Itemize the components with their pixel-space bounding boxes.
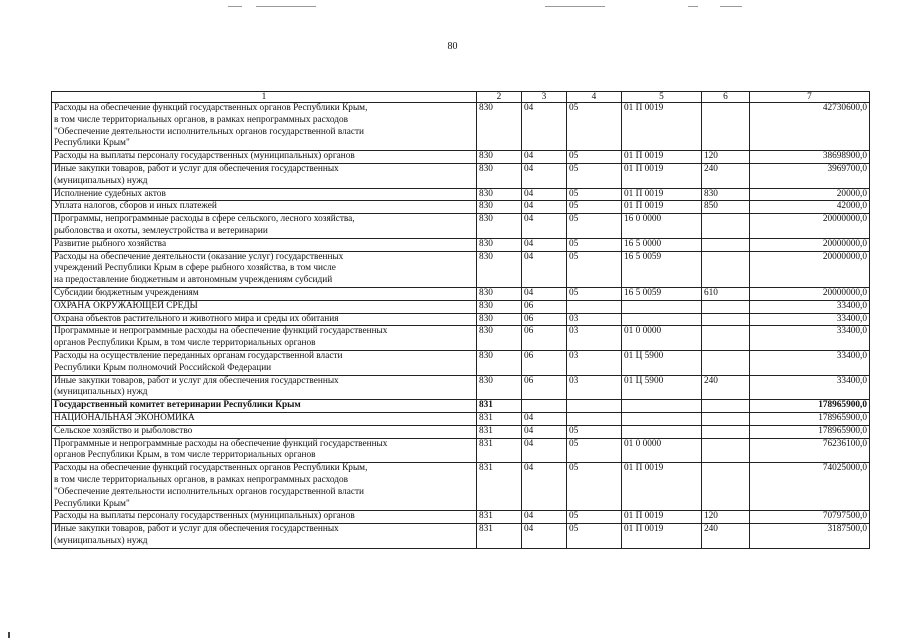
subsection-code (567, 300, 622, 313)
amount-value: 70797500,0 (750, 511, 870, 524)
target-article-code: 01 П 0019 (622, 524, 702, 549)
amount-value: 76236100,0 (750, 438, 870, 463)
table-row (52, 524, 870, 549)
section-code: 06 (522, 326, 567, 351)
row-description: Расходы на осуществление переданных органам государственной власти Республики Крым полномочий Российской Федерации (52, 350, 477, 375)
amount-value: 20000000,0 (750, 238, 870, 251)
expense-type-code (702, 463, 750, 511)
target-article-code: 01 Ц 5900 (622, 375, 702, 400)
subsection-code: 05 (567, 201, 622, 214)
expense-type-code (702, 300, 750, 313)
subsection-code: 05 (567, 163, 622, 188)
column-header: 1 (52, 92, 477, 103)
department-code: 830 (477, 300, 522, 313)
subsection-code: 05 (567, 463, 622, 511)
table-row (52, 201, 870, 214)
page-number: 80 (447, 41, 458, 52)
row-description: Расходы на обеспечение деятельности (оказание услуг) государственных учреждений Республики Крым в сфере рыбного хозяйства, в том числе на предоставление бюджетным и автономным учреждениям субсидий (52, 251, 477, 287)
department-code: 830 (477, 238, 522, 251)
subsection-code: 05 (567, 438, 622, 463)
department-code: 830 (477, 214, 522, 239)
subsection-code: 05 (567, 151, 622, 164)
department-code: 830 (477, 350, 522, 375)
subsection-code: 03 (567, 313, 622, 326)
target-article-code: 01 П 0019 (622, 151, 702, 164)
department-code: 831 (477, 524, 522, 549)
column-header: 6 (702, 92, 750, 103)
subsection-code: 05 (567, 251, 622, 287)
expense-type-code (702, 326, 750, 351)
amount-value: 20000000,0 (750, 214, 870, 239)
row-description: Расходы на обеспечение функций государственных органов Республики Крым, в том числе территориальных органов, в рамках непрограммных расходов "Обеспечение деятельности исполнительных органов государственной власти Республики Крым" (52, 103, 477, 151)
department-code: 830 (477, 287, 522, 300)
row-description: Иные закупки товаров, работ и услуг для обеспечения государственных (муниципальных) нужд (52, 163, 477, 188)
subsection-code: 05 (567, 188, 622, 201)
target-article-code: 01 П 0019 (622, 188, 702, 201)
subsection-code (567, 412, 622, 425)
department-code: 830 (477, 375, 522, 400)
table-row (52, 400, 870, 413)
amount-value: 20000,0 (750, 188, 870, 201)
department-code: 830 (477, 313, 522, 326)
table-row (52, 151, 870, 164)
section-code: 04 (522, 163, 567, 188)
table-row (52, 425, 870, 438)
subsection-code: 05 (567, 511, 622, 524)
row-description: Расходы на обеспечение функций государственных органов Республики Крым, в том числе территориальных органов, в рамках непрограммных расходов "Обеспечение деятельности исполнительных органов государственной власти Республики Крым" (52, 463, 477, 511)
table-row (52, 313, 870, 326)
target-article-code: 01 0 0000 (622, 438, 702, 463)
column-header: 5 (622, 92, 702, 103)
row-description: ОХРАНА ОКРУЖАЮЩЕЙ СРЕДЫ (52, 300, 477, 313)
section-code: 04 (522, 287, 567, 300)
department-code: 831 (477, 412, 522, 425)
row-description: Развитие рыбного хозяйства (52, 238, 477, 251)
expense-type-code (702, 400, 750, 413)
table-row (52, 511, 870, 524)
target-article-code (622, 400, 702, 413)
scan-mark (8, 632, 10, 638)
section-code: 04 (522, 214, 567, 239)
subsection-code: 03 (567, 326, 622, 351)
subsection-code: 05 (567, 238, 622, 251)
expense-type-code: 120 (702, 511, 750, 524)
row-description: Исполнение судебных актов (52, 188, 477, 201)
section-code: 04 (522, 201, 567, 214)
row-description: Охрана объектов растительного и животного мира и среды их обитания (52, 313, 477, 326)
expense-type-code (702, 438, 750, 463)
target-article-code: 16 0 0000 (622, 214, 702, 239)
table-row (52, 463, 870, 511)
expense-type-code (702, 214, 750, 239)
expense-type-code (702, 425, 750, 438)
section-code: 04 (522, 511, 567, 524)
section-code: 04 (522, 251, 567, 287)
amount-value: 33400,0 (750, 375, 870, 400)
table-row (52, 326, 870, 351)
subsection-code (567, 400, 622, 413)
section-code: 04 (522, 103, 567, 151)
department-code: 830 (477, 151, 522, 164)
scan-artifacts (0, 6, 905, 10)
target-article-code (622, 425, 702, 438)
amount-value: 38698900,0 (750, 151, 870, 164)
row-description: Государственный комитет ветеринарии Республики Крым (52, 400, 477, 413)
section-code: 06 (522, 350, 567, 375)
section-code: 06 (522, 375, 567, 400)
table-row (52, 287, 870, 300)
section-code: 06 (522, 313, 567, 326)
subsection-code: 03 (567, 350, 622, 375)
target-article-code: 01 Ц 5900 (622, 350, 702, 375)
subsection-code: 05 (567, 287, 622, 300)
table-row (52, 438, 870, 463)
table-row (52, 188, 870, 201)
section-code: 04 (522, 412, 567, 425)
target-article-code (622, 313, 702, 326)
department-code: 830 (477, 163, 522, 188)
column-header: 3 (522, 92, 567, 103)
target-article-code (622, 300, 702, 313)
row-description: Расходы на выплаты персоналу государственных (муниципальных) органов (52, 151, 477, 164)
target-article-code: 01 П 0019 (622, 511, 702, 524)
department-code: 830 (477, 201, 522, 214)
amount-value: 42000,0 (750, 201, 870, 214)
amount-value: 3187500,0 (750, 524, 870, 549)
column-header: 2 (477, 92, 522, 103)
table-row (52, 375, 870, 400)
amount-value: 20000000,0 (750, 251, 870, 287)
expense-type-code: 120 (702, 151, 750, 164)
expense-type-code: 610 (702, 287, 750, 300)
section-code: 04 (522, 188, 567, 201)
amount-value: 33400,0 (750, 313, 870, 326)
target-article-code: 16 5 0000 (622, 238, 702, 251)
section-code (522, 400, 567, 413)
amount-value: 178965900,0 (750, 400, 870, 413)
target-article-code: 01 0 0000 (622, 326, 702, 351)
row-description: Уплата налогов, сборов и иных платежей (52, 201, 477, 214)
table-row (52, 300, 870, 313)
target-article-code: 16 5 0059 (622, 287, 702, 300)
row-description: Сельское хозяйство и рыболовство (52, 425, 477, 438)
row-description: Иные закупки товаров, работ и услуг для обеспечения государственных (муниципальных) нужд (52, 524, 477, 549)
department-code: 830 (477, 103, 522, 151)
expense-type-code (702, 103, 750, 151)
section-code: 04 (522, 463, 567, 511)
department-code: 831 (477, 425, 522, 438)
amount-value: 33400,0 (750, 300, 870, 313)
row-description: Программные и непрограммные расходы на обеспечение функций государственных органов Республики Крым, в том числе территориальных органов (52, 438, 477, 463)
expense-type-code: 240 (702, 524, 750, 549)
table-row (52, 350, 870, 375)
expense-type-code: 240 (702, 163, 750, 188)
subsection-code: 05 (567, 214, 622, 239)
expense-type-code: 850 (702, 201, 750, 214)
expense-type-code (702, 350, 750, 375)
expense-type-code (702, 412, 750, 425)
expense-type-code (702, 238, 750, 251)
table-row (52, 412, 870, 425)
amount-value: 178965900,0 (750, 412, 870, 425)
subsection-code: 05 (567, 103, 622, 151)
department-code: 830 (477, 251, 522, 287)
amount-value: 33400,0 (750, 326, 870, 351)
expense-type-code (702, 251, 750, 287)
table-row (52, 251, 870, 287)
department-code: 831 (477, 438, 522, 463)
target-article-code (622, 412, 702, 425)
row-description: Программы, непрограммные расходы в сфере сельского, лесного хозяйства, рыболовства и охоты, землеустройства и ветеринарии (52, 214, 477, 239)
amount-value: 178965900,0 (750, 425, 870, 438)
amount-value: 3969700,0 (750, 163, 870, 188)
target-article-code: 01 П 0019 (622, 201, 702, 214)
section-code: 06 (522, 300, 567, 313)
amount-value: 33400,0 (750, 350, 870, 375)
department-code: 830 (477, 326, 522, 351)
row-description: НАЦИОНАЛЬНАЯ ЭКОНОМИКА (52, 412, 477, 425)
budget-table (51, 91, 870, 549)
row-description: Программные и непрограммные расходы на обеспечение функций государственных органов Республики Крым, в том числе территориальных органов (52, 326, 477, 351)
amount-value: 74025000,0 (750, 463, 870, 511)
section-code: 04 (522, 425, 567, 438)
department-code: 831 (477, 400, 522, 413)
section-code: 04 (522, 438, 567, 463)
section-code: 04 (522, 524, 567, 549)
amount-value: 20000000,0 (750, 287, 870, 300)
target-article-code: 01 П 0019 (622, 163, 702, 188)
department-code: 831 (477, 511, 522, 524)
target-article-code: 16 5 0059 (622, 251, 702, 287)
row-description: Субсидии бюджетным учреждениям (52, 287, 477, 300)
target-article-code: 01 П 0019 (622, 103, 702, 151)
table-row (52, 163, 870, 188)
expense-type-code: 240 (702, 375, 750, 400)
section-code: 04 (522, 151, 567, 164)
subsection-code: 05 (567, 425, 622, 438)
department-code: 830 (477, 188, 522, 201)
table-row (52, 238, 870, 251)
subsection-code: 05 (567, 524, 622, 549)
amount-value: 42730600,0 (750, 103, 870, 151)
column-header: 4 (567, 92, 622, 103)
expense-type-code (702, 313, 750, 326)
subsection-code: 03 (567, 375, 622, 400)
section-code: 04 (522, 238, 567, 251)
target-article-code: 01 П 0019 (622, 463, 702, 511)
table-row (52, 103, 870, 151)
column-header: 7 (750, 92, 870, 103)
department-code: 831 (477, 463, 522, 511)
expense-type-code: 830 (702, 188, 750, 201)
table-row (52, 214, 870, 239)
row-description: Иные закупки товаров, работ и услуг для обеспечения государственных (муниципальных) нужд (52, 375, 477, 400)
table-header-row (52, 92, 870, 103)
row-description: Расходы на выплаты персоналу государственных (муниципальных) органов (52, 511, 477, 524)
